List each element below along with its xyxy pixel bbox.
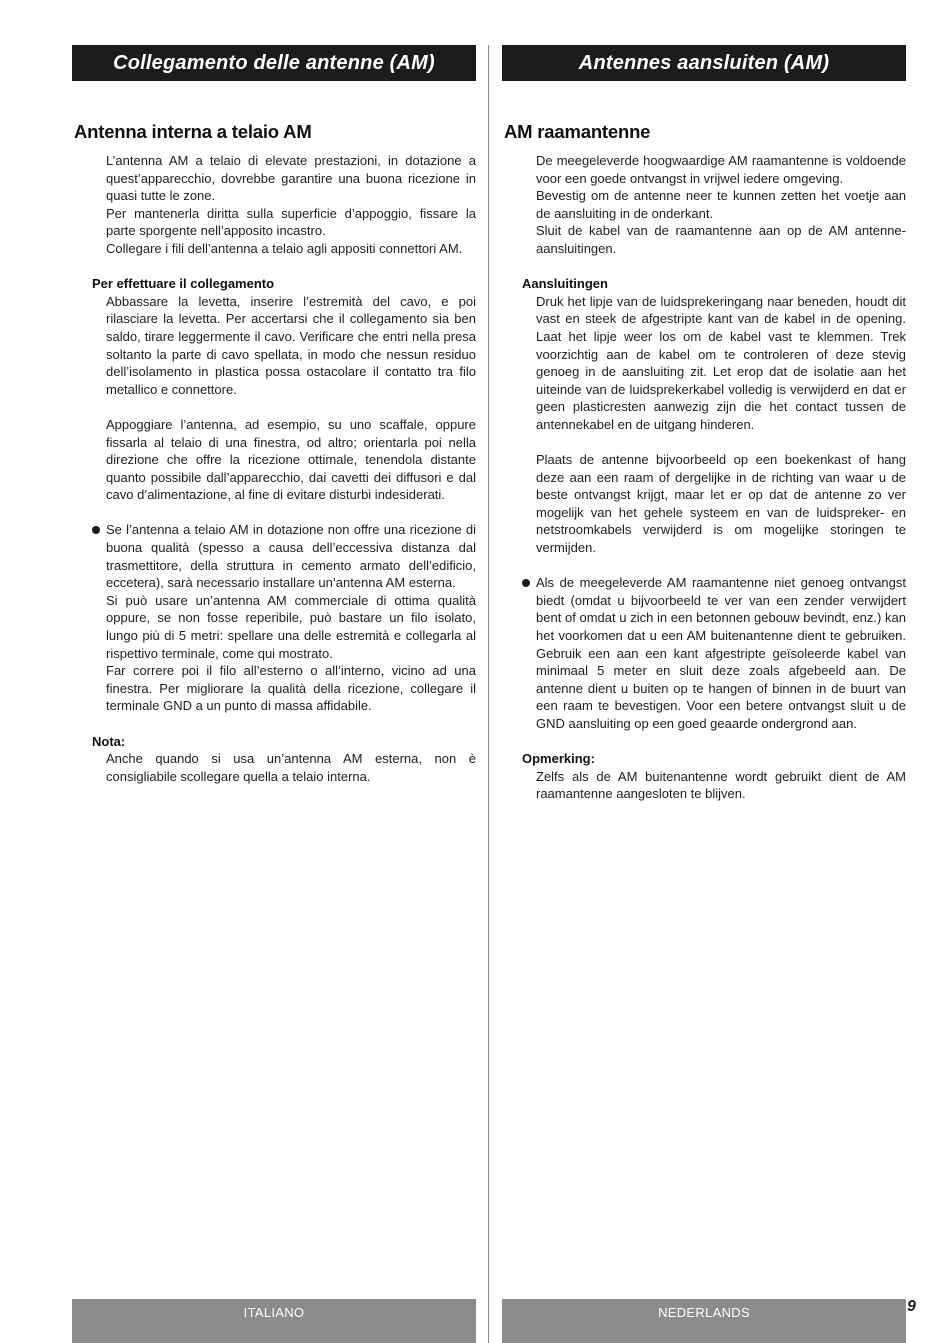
note-label: Nota:: [92, 733, 126, 749]
connection-instructions: [106, 293, 476, 504]
section-title: Antenna interna a telaio AM: [74, 121, 312, 142]
instruction-paragraph: Abbassare la levetta, inserire l’estremità del cavo, e poi rilasciare la levetta. Per accertarsi che il collegamento sia ben saldo, tirare leggermente il cavo. Verificare che entri nella presa soltanto la parte di cavo spellata, in modo che nessun residuo dell’isolamento in plastica possa ostacolare il contatto tra filo metallico e connettore.: [106, 293, 476, 397]
intro-paragraph: L’antenna AM a telaio di elevate prestazioni, in dotazione a quest’apparecchio, dovrebbe garantire una buona ricezione in quasi tutte le zone.: [106, 153, 476, 204]
bullet-paragraph: Als de meegeleverde AM raamantenne niet genoeg ontvangst biedt (omdat u bijvoorbeeld te ver van een zender verwijdert bent of omdat u zich in een betonnen gebouw bevindt, enz.) kan het voorkomen dat u een AM buitenantenne dient te gebruiken. Gebruik een aan een kant afgestripte geïsoleerde kabel van minimaal 5 meter en sluit deze zoals afgebeeld aan. De antenne dient u buiten op te hangen of binnen in de buurt van een raam te bevestigen. Voor een betere ontvangst sluit u de GND aansluiting op een goed geaarde ondergrond aan.: [536, 575, 906, 731]
instruction-paragraph: Plaats de antenne bijvoorbeeld op een boekenkast of hang deze aan een raam of dergelijke in de richting van waar u de beste ontvangst krijgt, maar let er op dat de antenne zo ver mogelijk van het gehele systeem en van de luidspreker- en netstroomkabels verwijderd is om mogelijke storingen te vermijden.: [536, 452, 906, 556]
bullet-icon: [92, 526, 100, 534]
connection-subheading: Aansluitingen: [522, 276, 608, 292]
note-text: [106, 750, 476, 785]
bullet-icon: [522, 579, 530, 587]
footer-language-label: ITALIANO: [243, 1305, 305, 1320]
connection-subheading: Per effettuare il collegamento: [92, 276, 275, 292]
intro-paragraph: De meegeleverde hoogwaardige AM raamantenne is voldoende voor een goede ontvangst in vrijwel iedere omgeving.: [536, 153, 906, 186]
instruction-paragraph: Druk het lipje van de luidsprekeringang naar beneden, houdt dit vast en steek de afgestripte kant van de kabel in de opening. Laat het lipje weer los om de kabel vast te klemmen. Trek voorzichtig aan de kabel om te controleren of deze stevig genoeg in de aansluiting zit. Let erop dat de isolatie aan het uiteinde van de luidsprekerkabel volledig is verwijderd en dat er geen plasticresten aanwezig zijn die het contact tussen de antennekabel en de uitgang hinderen.: [536, 293, 906, 432]
external-antenna-bullet: [106, 521, 476, 715]
language-footer-dutch: [502, 1299, 906, 1343]
connection-instructions: [536, 293, 906, 557]
note-text: [536, 768, 906, 803]
note-paragraph: Zelfs als de AM buitenantenne wordt gebruikt dient de AM raamantenne aangesloten te blijven.: [536, 768, 906, 802]
bullet-paragraph: Se l’antenna a telaio AM in dotazione non offre una ricezione di buona qualità (spesso a causa dell’eccessiva distanza dal trasmettitore, della struttura in cemento armato dell’edificio, eccetera), sarà necessario installare un’antenna AM esterna.: [106, 522, 476, 591]
note-label: Opmerking:: [522, 751, 595, 767]
instruction-paragraph: Appoggiare l’antenna, ad esempio, su uno scaffale, oppure fissarla al telaio di una finestra, od altro; orientarla poi nella direzione che offre la ricezione ottimale, tenendola distante quanto possibile dall’apparecchio, dai cavetti dei diffusori e dal cavo d’alimentazione, al fine di evitare disturbi indesiderati.: [106, 416, 476, 503]
intro-text: [106, 152, 476, 258]
intro-paragraph: Collegare i fili dell’antenna a telaio agli appositi connettori AM.: [106, 240, 463, 256]
intro-paragraph: Per mantenerla diritta sulla superficie d’appoggio, fissare la parte sporgente nell’apposito incastro.: [106, 205, 476, 239]
section-header-title: Antennes aansluiten (AM): [578, 51, 830, 74]
page-number: 9: [907, 1298, 916, 1315]
intro-paragraph: Sluit de kabel van de raamantenne aan op de AM antenne-aansluitingen.: [536, 223, 906, 256]
column-divider: [488, 45, 489, 1343]
dutch-column: [502, 45, 906, 803]
intro-paragraph: Bevestig om de antenne neer te kunnen zetten het voetje aan de aansluiting in de onderkant.: [536, 188, 906, 221]
section-header-bar: [72, 45, 476, 81]
note-paragraph: Anche quando si usa un’antenna AM esterna, non è consigliabile scollegare quella a telaio interna.: [106, 751, 476, 784]
bullet-paragraph: Si può usare un’antenna AM commerciale di ottima qualità oppure, se non fosse reperibile, può bastare un filo isolato, lungo più di 5 metri: spellare una delle estremità e collegarla al rispettivo terminale, come qui mostrato.: [106, 592, 476, 661]
section-header-title: Collegamento delle antenne (AM): [113, 51, 435, 74]
bullet-paragraph: Far correre poi il filo all’esterno o all’interno, vicino ad una finestra. Per migliorare la qualità della ricezione, collegare il terminale GND a un punto di massa affidabile.: [106, 663, 476, 714]
external-antenna-bullet: [536, 574, 906, 732]
intro-text: [536, 152, 906, 258]
italian-column: [72, 45, 476, 785]
section-title: AM raamantenne: [504, 121, 651, 142]
footer-language-label: NEDERLANDS: [658, 1305, 750, 1320]
language-footer-italian: [72, 1299, 476, 1343]
section-header-bar: [502, 45, 906, 81]
